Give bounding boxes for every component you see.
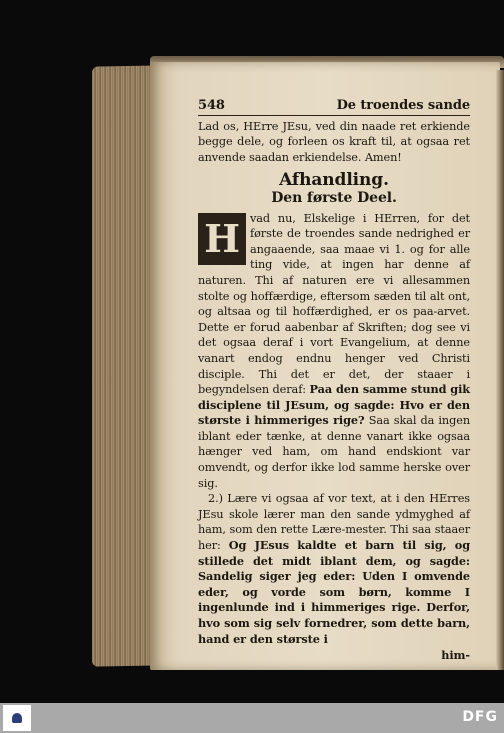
paragraph-2-quote: Og JEsus kaldte et barn til sig, og stillede det midt iblant dem, og sagde: Sandelig siger jeg eder: Uden I omvende eder, og vorde som børn, komme I ingenlunde ind i himmeriges rige. Derfor, hvo som sig selv fornedrer, som dette barn, hand er den største i (198, 538, 470, 646)
page-number: 548 (198, 98, 225, 113)
section-subheading: Den første Deel. (271, 189, 397, 206)
paragraph-1-quote: Paa den samme stund gik disciplene til JEsum, og sagde: Hvo er den største i himmeriges rige? (198, 382, 470, 428)
dfg-logo[interactable]: DFG (462, 709, 498, 725)
right-page-edge (496, 70, 504, 670)
paragraph-1-start: vad nu, Elskelige i HErren, for det første de troendes sande nedrighed er angaaende, saa maae vi 1. og for alle ting vide, at ingen har denne af naturen. Thi af naturen ere vi allesammen stolte og hoffærdige, eftersom sæden til alt ont, og altsaa og til hoffærdighed, er os paa-arvet. Dette er forud aabenbar af Skriften; dog see vi det ogsaa deraf i vort Evangelium, at denne vanart endog endnu henger ved Christi disciple. Thi det er det, der staaer i begyndelsen deraf: (198, 211, 470, 397)
header-rule (198, 115, 470, 116)
paragraph-2-start: 2.) Lære vi ogsaa af vor text, at i den HErres JEsu skole lærer man den sande ydmyghed af ham, som den rette Lære-mester. Thi saa staaer her: (198, 492, 470, 553)
catchword: him- (441, 648, 470, 663)
viewer-footer (0, 703, 504, 733)
running-header (198, 98, 470, 114)
paragraph-2 (198, 491, 470, 647)
section-heading: Afhandling. (279, 170, 389, 191)
library-crest-icon (12, 713, 22, 723)
paragraph-1-end: Saa skal da ingen iblant eder tænke, at denne vanart ikke ogsaa hænger ved ham, om hand endskiont var omvendt, og derfor ikke lod samme herske over sig. (198, 414, 470, 490)
opening-prayer: Lad os, HErre JEsu, ved din naade ret erkiende begge dele, og forleen os kraft til, at ogsaa ret anvende saadan erkiendelse. Amen! (198, 119, 470, 164)
paragraph-1 (198, 211, 470, 492)
running-title: De troendes sande (336, 98, 470, 113)
library-logo[interactable] (3, 705, 31, 731)
dropcap-initial: H (198, 213, 246, 265)
page-text (198, 98, 470, 664)
